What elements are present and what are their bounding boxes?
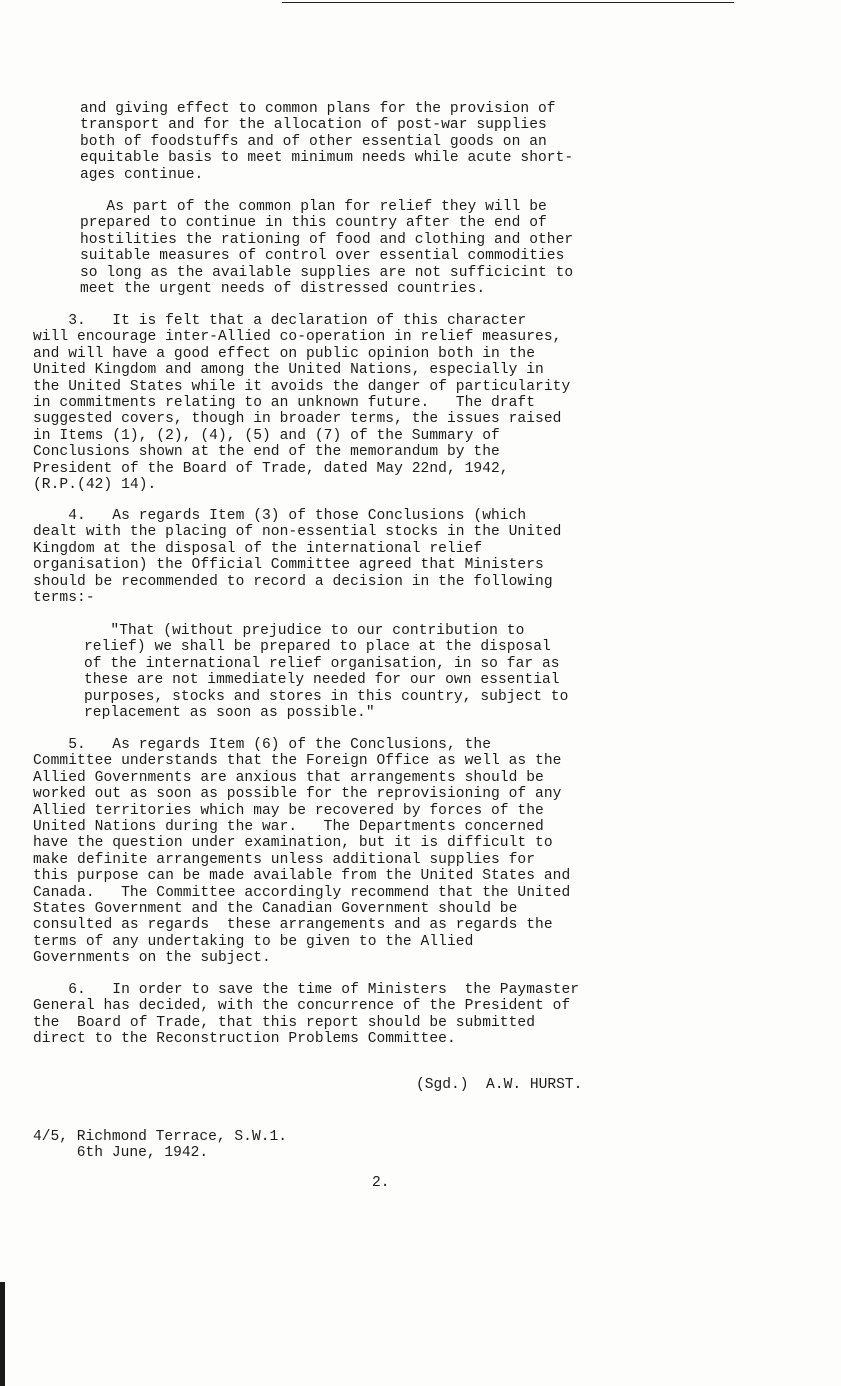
paragraph-6: 6. In order to save the time of Ministers the Paymaster General has decided, with the concurrence of the President of the Board of Trade, that this report should be submitted direct to the Reconstruction Problems Committee. — [33, 982, 580, 1048]
signature: (Sgd.) A.W. HURST. — [416, 1077, 583, 1093]
top-edge-rule — [282, 2, 734, 3]
paragraph-5: 5. As regards Item (6) of the Conclusions, the Committee understands that the Foreign Office as well as the Allied Governments are anxious that arrangements should be worked out as soon as possible for the reprovisioning of any Allied territories which may be recovered by forces of the United Nations during the war. The Departments concerned have the question under examination, but it is difficult to make definite arrangements unless additional supplies for this purpose can be made available from the United States and Canada. The Committee accordingly recommend that the United States Government and the Canadian Government should be consulted as regards these arrangements and as regards the terms of any undertaking to be given to the Allied Governments on the subject. — [33, 737, 571, 967]
page-number: 2. — [372, 1175, 390, 1191]
paragraph-4: 4. As regards Item (3) of those Conclusions (which dealt with the placing of non-essential stocks in the United Kingdom at the disposal of the international relief organisation) the Official Committee agreed that Ministers should be recommended to record a decision in the following terms:- — [33, 508, 562, 607]
address-date: 4/5, Richmond Terrace, S.W.1. 6th June, 1942. — [33, 1129, 287, 1162]
paragraph-3: 3. It is felt that a declaration of this character will encourage inter-Allied co-operation in relief measures, and will have a good effect on public opinion both in the United Kingdom and among the United Nations, especially in the United States while it avoids the danger of particularity in commitments relating to an unknown future. The draft suggested covers, though in broader terms, the issues raised in Items (1), (2), (4), (5) and (7) of the Summary of Conclusions shown at the end of the memorandum by the President of the Board of Trade, dated May 22nd, 1942, (R.P.(42) 14). — [33, 313, 571, 494]
quoted-decision: "That (without prejudice to our contribution to relief) we shall be prepared to place at the disposal of the international relief organisation, in so far as these are not immediately needed for our own essential purposes, stocks and stores in this country, subject to replacement as soon as possible." — [84, 623, 569, 722]
paragraph-continuation: and giving effect to common plans for the provision of transport and for the allocation of post-war supplies both of foodstuffs and of other essential goods on an equitable basis to meet minimum needs while acute short- ages continue. — [80, 101, 574, 183]
paragraph-common-plan: As part of the common plan for relief they will be prepared to continue in this country after the end of hostilities the rationing of food and clothing and other suitable measures of control over essential commodities so long as the available supplies are not sufficicint to meet the urgent needs of distressed countries. — [80, 199, 574, 298]
scan-edge-mark — [0, 1282, 5, 1386]
